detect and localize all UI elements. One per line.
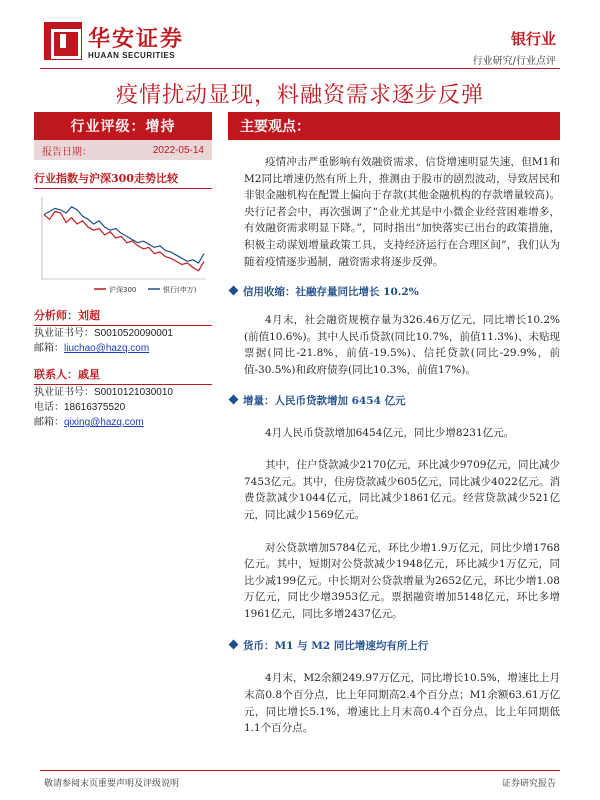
analyst-name: 分析师：刘超 [34,307,212,326]
date-label: 报告日期： [42,146,92,158]
report-title: 疫情扰动显现，料融资需求逐步反弹 [115,83,484,108]
footer-disclaimer: 敬请参阅末页重要声明及评级说明 [44,779,180,789]
contact-cert-number: S0010121030010 [94,387,173,398]
main-content [228,112,560,737]
section-loans-heading [228,393,560,409]
section-loans-paragraph-1: 4月人民币贷款增加6454亿元，同比少增8231亿元。 [265,426,515,439]
analyst-cert-number: S0010520090001 [94,328,173,339]
section-money-title: 货币：M1 与 M2 同比增速均有所上行 [243,640,429,653]
series-line-1 [44,212,204,271]
legend-label-2: 银行(申万) [163,286,197,294]
series-line-2 [44,207,204,263]
contact-phone-line [34,401,212,415]
analyst-mail-line [34,342,212,356]
footer-report-label: 证券研究报告 [501,779,556,789]
company-logo [44,22,192,66]
contact-name: 联系人：戚星 [34,366,212,385]
section-money-paragraph: 4月末，M2余额249.97万亿元，同比增长10.5%，增速比上月末高0.8个百分点，比上年同期高2.4个百分点；M1余额63.61万亿元，同比增长5.1%，增速比上月末高0.4个百分点，比上年同期低1.1个百分点。 [244,672,560,735]
section-credit-title: 信用收缩：社融存量同比增长 10.2% [243,286,419,299]
diamond-bullet-icon [229,286,239,296]
sidebar [34,112,212,430]
report-type-label: 行业研究/行业点评 [472,56,556,67]
section-credit-heading [228,284,560,300]
section-loans-paragraph-3: 对公贷款增加5784亿元，环比少增1.9万亿元，同比少增1768亿元。其中，短期对公贷款减少1948亿元，环比减少1万亿元，同比少减199亿元。中长期对公贷款增量为2652亿元，环比少增1.08万亿元，同比少增3953亿元。票据融资增加5148亿元，环比多增1961亿元，同比多增2437亿元。 [244,541,560,620]
contact-cert-line [34,386,212,400]
date-value: 2022-05-14 [152,144,204,156]
main-points-heading: 主要观点： [228,112,560,140]
contact-email-link[interactable]: qixing@hazq.com [64,417,144,428]
analyst-mail-label: 邮箱： [34,343,64,354]
index-comparison-chart [34,193,212,297]
industry-label: 银行业 [510,30,556,48]
intro-paragraph: 疫情冲击严重影响有效融资需求，信贷增速明显失速，但M1和M2同比增速仍然有所上升，推测由于股市的剧烈波动，导致居民和非银金融机构在配置上偏向于存款(其他金融机构的存款增量较高)。央行记者会中，再次强调了“企业尤其是中小微企业经营困难增多，有效融资需求明显下降。”，同时指出“加快落实已出台的政策措施，积极主动谋划增量政策工具，支持经济运行在合理区间”，我们认为随着疫情逐步遏制，融资需求将逐步反弹。 [244,156,560,268]
rating-box: 行业评级：增持 [34,112,212,140]
contact-cert-label: 执业证书号： [34,387,94,398]
section-loans-paragraph-2: 其中，住户贷款减少2170亿元，环比减少9709亿元，同比减少7453亿元。其中，住房贷款减少605亿元，同比减少4022亿元。消费贷款减少1044亿元，同比减少1861亿元。经营贷款减少521亿元，同比减少1569亿元。 [244,459,560,521]
section-loans-title: 增量：人民币贷款增加 6454 亿元 [243,394,406,407]
analyst-cert-line [34,327,212,341]
footer-divider [40,770,560,771]
chart-svg [34,193,212,297]
section-credit-paragraph: 4月末，社会融资规模存量为326.46万亿元，同比增长10.2%(前值10.6%)。其中人民币贷款(同比10.7%，前值11.3%)、未贴现票据(同比-21.8%，前值-19.5%)、信托贷款(同比-29.9%，前值-30.5%)和政府债券(同比10.3%，前值17%)。 [244,314,560,376]
legend-label-1: 沪深300 [109,286,137,294]
analyst-cert-label: 执业证书号： [34,328,94,339]
analyst-email-link[interactable]: liuchao@hazq.com [64,343,150,354]
section-money-heading [228,638,560,654]
diamond-bullet-icon [229,394,239,404]
logo-seal-icon [44,22,82,60]
diamond-bullet-icon [229,640,239,650]
contact-mail-line [34,416,212,430]
header-divider [40,68,560,69]
chart-heading: 行业指数与沪深300走势比较 [34,170,212,189]
report-date-row [34,140,212,160]
contact-mail-label: 邮箱： [34,417,64,428]
contact-phone-label: 电话： [34,402,64,413]
logo-english-name: HUAAN SECURITIES [88,51,176,60]
logo-chinese-name: 华安证券 [88,26,185,52]
contact-phone-number: 18616375520 [64,402,126,413]
